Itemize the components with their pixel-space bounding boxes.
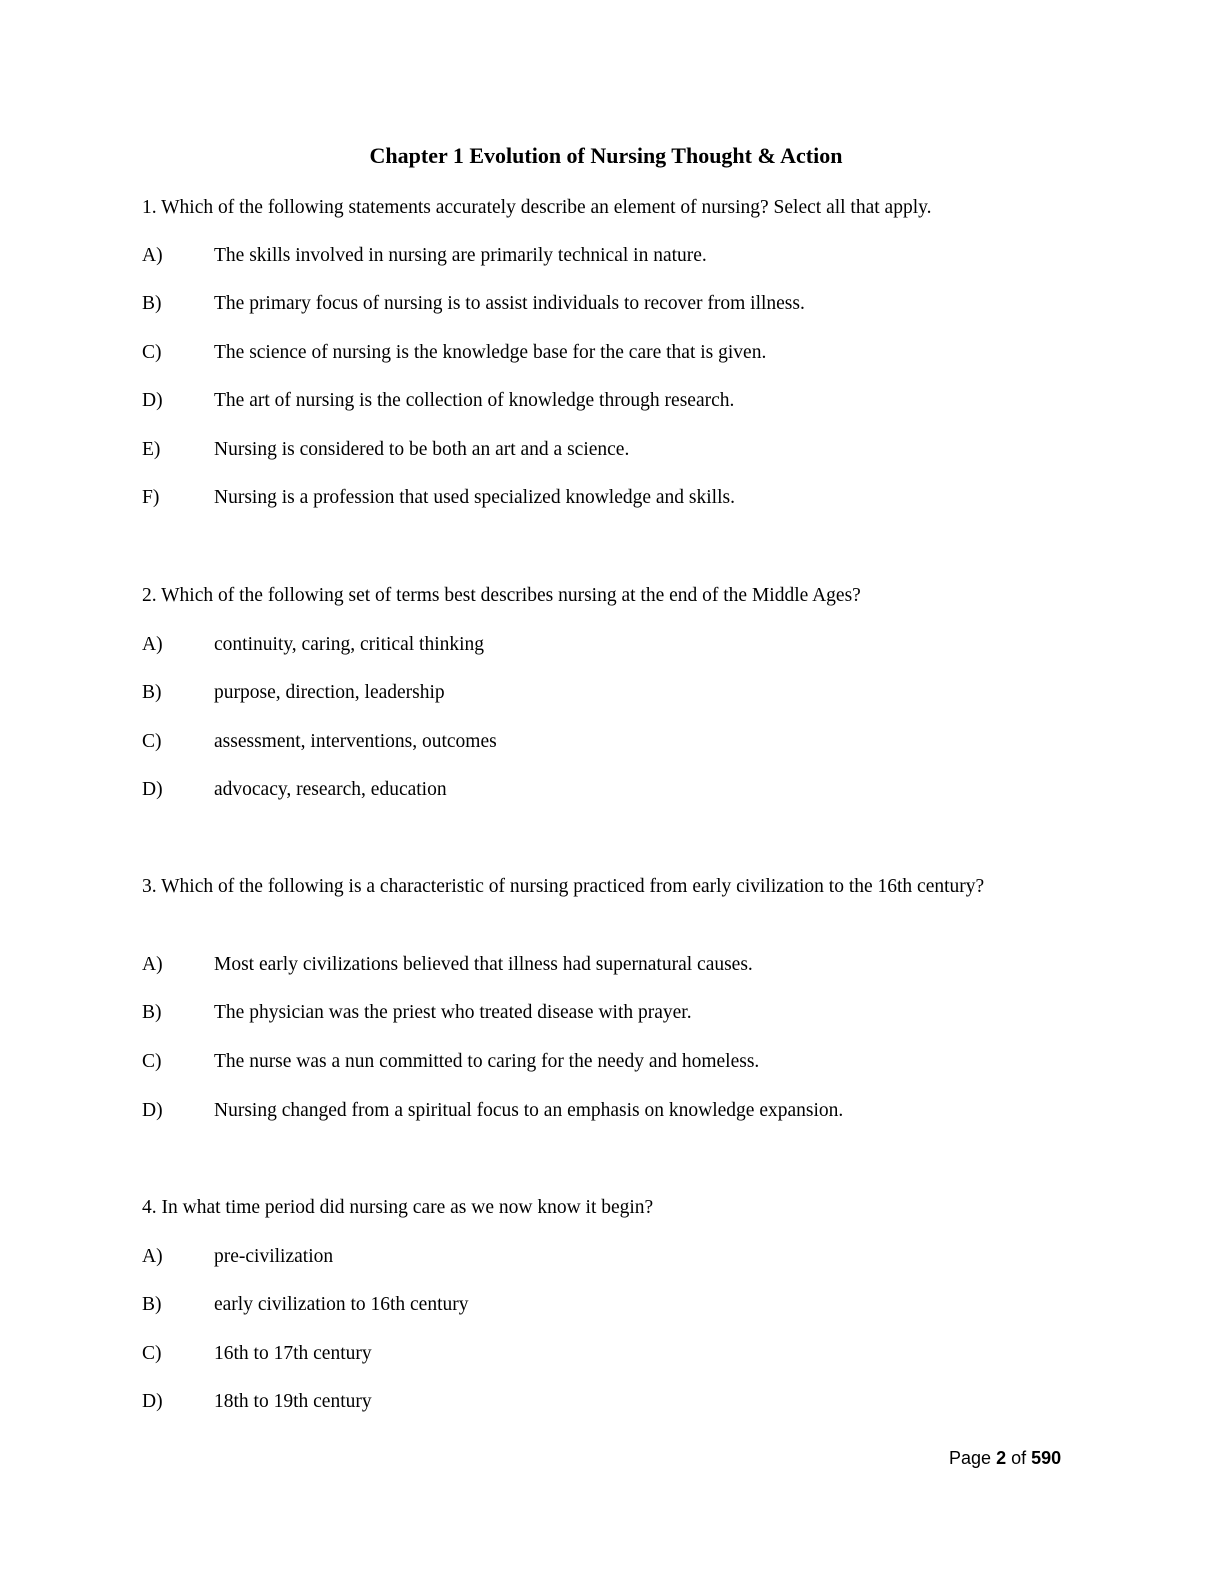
option-text: The art of nursing is the collection of knowledge through research. <box>214 390 735 411</box>
option-letter: C) <box>142 731 162 752</box>
option-text: Nursing is considered to be both an art and a science. <box>214 439 630 460</box>
question-1-option-e <box>142 436 1042 464</box>
option-text: pre-civilization <box>214 1246 334 1267</box>
page-number: 2 <box>996 1448 1007 1468</box>
question-2-option-a <box>142 631 1042 659</box>
option-letter: D) <box>142 1100 163 1121</box>
option-letter: B) <box>142 1002 162 1023</box>
question-3-option-d <box>142 1097 1042 1125</box>
question-2-stem: 2. Which of the following set of terms best describes nursing at the end of the Middle Ages? <box>142 585 861 606</box>
question-3-option-c <box>142 1048 1042 1076</box>
option-letter: B) <box>142 682 162 703</box>
option-letter: C) <box>142 1343 162 1364</box>
option-letter: D) <box>142 1391 163 1412</box>
question-4-option-c <box>142 1340 1042 1368</box>
option-text: Most early civilizations believed that illness had supernatural causes. <box>214 954 753 975</box>
question-4-option-b <box>142 1291 1042 1319</box>
option-text: The nurse was a nun committed to caring for the needy and homeless. <box>214 1051 760 1072</box>
option-text: Nursing changed from a spiritual focus to an emphasis on knowledge expansion. <box>214 1100 844 1121</box>
question-1-stem: 1. Which of the following statements accurately describe an element of nursing? Select all that apply. <box>142 197 932 218</box>
question-3-option-b <box>142 999 1042 1027</box>
option-letter: E) <box>142 439 161 460</box>
option-letter: B) <box>142 293 162 314</box>
option-text: 16th to 17th century <box>214 1343 372 1364</box>
option-letter: D) <box>142 390 163 411</box>
option-letter: D) <box>142 779 163 800</box>
question-4-option-a <box>142 1243 1042 1271</box>
option-text: continuity, caring, critical thinking <box>214 634 485 655</box>
question-3-option-a <box>142 951 1042 979</box>
option-letter: C) <box>142 1051 162 1072</box>
question-4-stem: 4. In what time period did nursing care as we now know it begin? <box>142 1197 654 1218</box>
option-letter: B) <box>142 1294 162 1315</box>
option-letter: F) <box>142 487 160 508</box>
question-1-option-a <box>142 242 1042 270</box>
question-2-option-b <box>142 679 1042 707</box>
question-2-option-d <box>142 776 1042 804</box>
option-letter: A) <box>142 634 163 655</box>
chapter-title: Chapter 1 Evolution of Nursing Thought & Action <box>369 143 843 168</box>
option-text: The physician was the priest who treated disease with prayer. <box>214 1002 692 1023</box>
page-of-label: of <box>1011 1448 1027 1468</box>
option-text: early civilization to 16th century <box>214 1294 469 1315</box>
option-letter: A) <box>142 954 163 975</box>
question-1-option-c <box>142 339 1042 367</box>
option-text: advocacy, research, education <box>214 779 447 800</box>
page-total: 590 <box>1031 1448 1062 1468</box>
option-text: 18th to 19th century <box>214 1391 372 1412</box>
option-text: The science of nursing is the knowledge base for the care that is given. <box>214 342 767 363</box>
option-text: The primary focus of nursing is to assist individuals to recover from illness. <box>214 293 805 314</box>
option-text: Nursing is a profession that used specialized knowledge and skills. <box>214 487 735 508</box>
question-1-option-f <box>142 484 1042 512</box>
option-letter: C) <box>142 342 162 363</box>
option-letter: A) <box>142 245 163 266</box>
option-text: assessment, interventions, outcomes <box>214 731 497 752</box>
question-3-stem: 3. Which of the following is a characteristic of nursing practiced from early civilization to the 16th century? <box>142 876 985 897</box>
question-1-option-b <box>142 290 1042 318</box>
option-text: purpose, direction, leadership <box>214 682 445 703</box>
question-4-option-d <box>142 1388 1042 1416</box>
question-2-option-c <box>142 728 1042 756</box>
option-letter: A) <box>142 1246 163 1267</box>
page-footer <box>949 1445 1061 1471</box>
question-1-option-d <box>142 387 1042 415</box>
option-text: The skills involved in nursing are primarily technical in nature. <box>214 245 707 266</box>
page-prefix: Page <box>949 1448 992 1468</box>
